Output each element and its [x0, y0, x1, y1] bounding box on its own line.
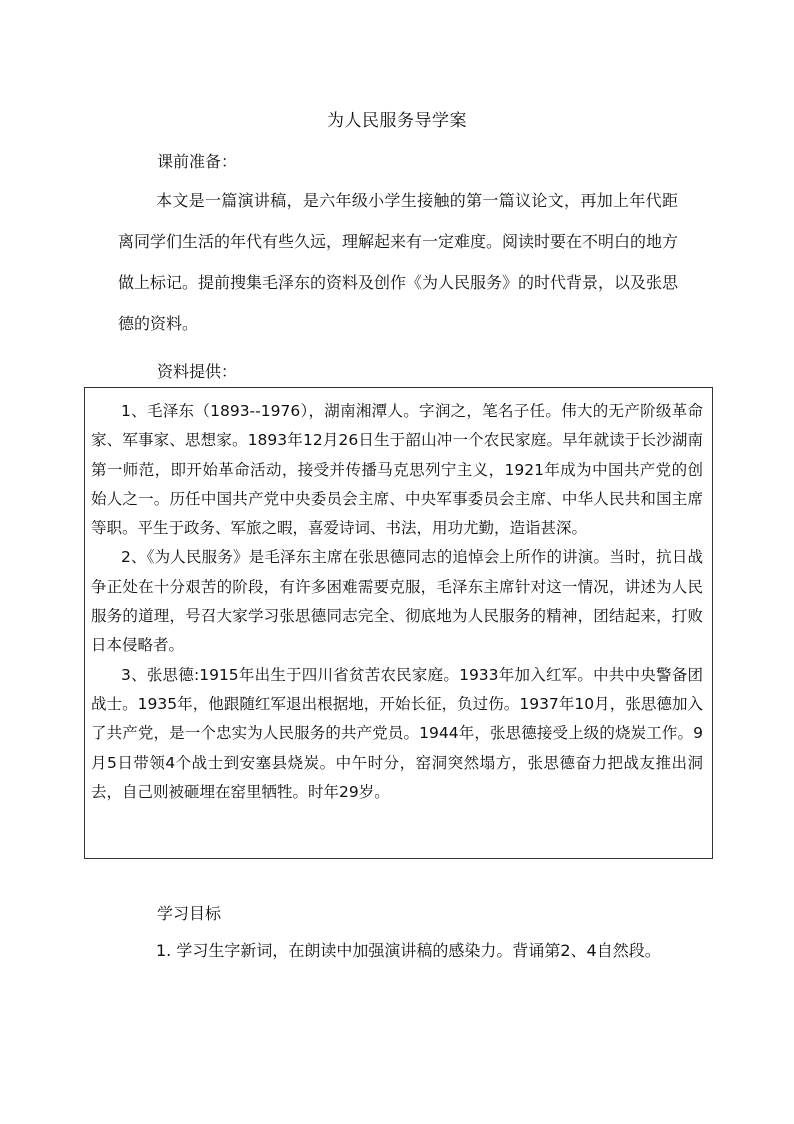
- resource-paragraph-mao: 1、毛泽东（1893--1976），湖南湘潭人。字润之，笔名子任。伟大的无产阶级革命家、军事家、思想家。1893年12月26日生于韶山冲一个农民家庭。早年就读于长沙湖南第一师范，即开始革命活动，接受并传播马克思列宁主义，1921年成为中国共产党的创始人之一。历任中国共产党中央委员会主席、中央军事委员会主席、中华人民共和国主席等职。平生于政务、军旅之暇，喜爱诗词、书法，用功尤勤，造诣甚深。: [91, 402, 703, 538]
- goal-item-1: 1. 学习生字新词，在朗读中加强演讲稿的感染力。背诵第2、4自然段。: [156, 941, 661, 960]
- resources-heading: 资料提供：: [157, 362, 238, 381]
- goals-heading: 学习目标: [157, 904, 222, 923]
- resource-paragraph-article: 2、《为人民服务》是毛泽东主席在张思德同志的追悼会上所作的讲演。当时，抗日战争正处在十分艰苦的阶段，有许多困难需要克服，毛泽东主席针对这一情况，讲述为人民服务的道理，号召大家学习张思德同志完全、彻底地为人民服务的精神，团结起来，打败日本侵略者。: [91, 548, 703, 655]
- prep-heading: 课前准备：: [157, 152, 238, 171]
- resources-content: [91, 397, 703, 807]
- resource-paragraph-zhang: 3、张思德:1915年出生于四川省贫苦农民家庭。1933年加入红军。中共中央警备团战士。1935年，他跟随红军退出根据地，开始长征，负过伤。1937年10月，张思德加入了共产党，是一个忠实为人民服务的共产党员。1944年，张思德接受上级的烧炭工作。9月5日带领4个战士到安塞县烧炭。中午时分，窑洞突然塌方，张思德奋力把战友推出洞去，自己则被砸埋在窑里牺牲。时年29岁。: [91, 665, 703, 801]
- resources-box: [84, 387, 713, 859]
- page-title: 为人民服务导学案: [327, 111, 467, 131]
- intro-paragraph: 本文是一篇演讲稿，是六年级小学生接触的第一篇议论文，再加上年代距离同学们生活的年代有些久远，理解起来有一定难度。阅读时要在不明白的地方做上标记。提前搜集毛泽东的资料及创作《为人民服务》的时代背景，以及张思德的资料。: [118, 191, 679, 333]
